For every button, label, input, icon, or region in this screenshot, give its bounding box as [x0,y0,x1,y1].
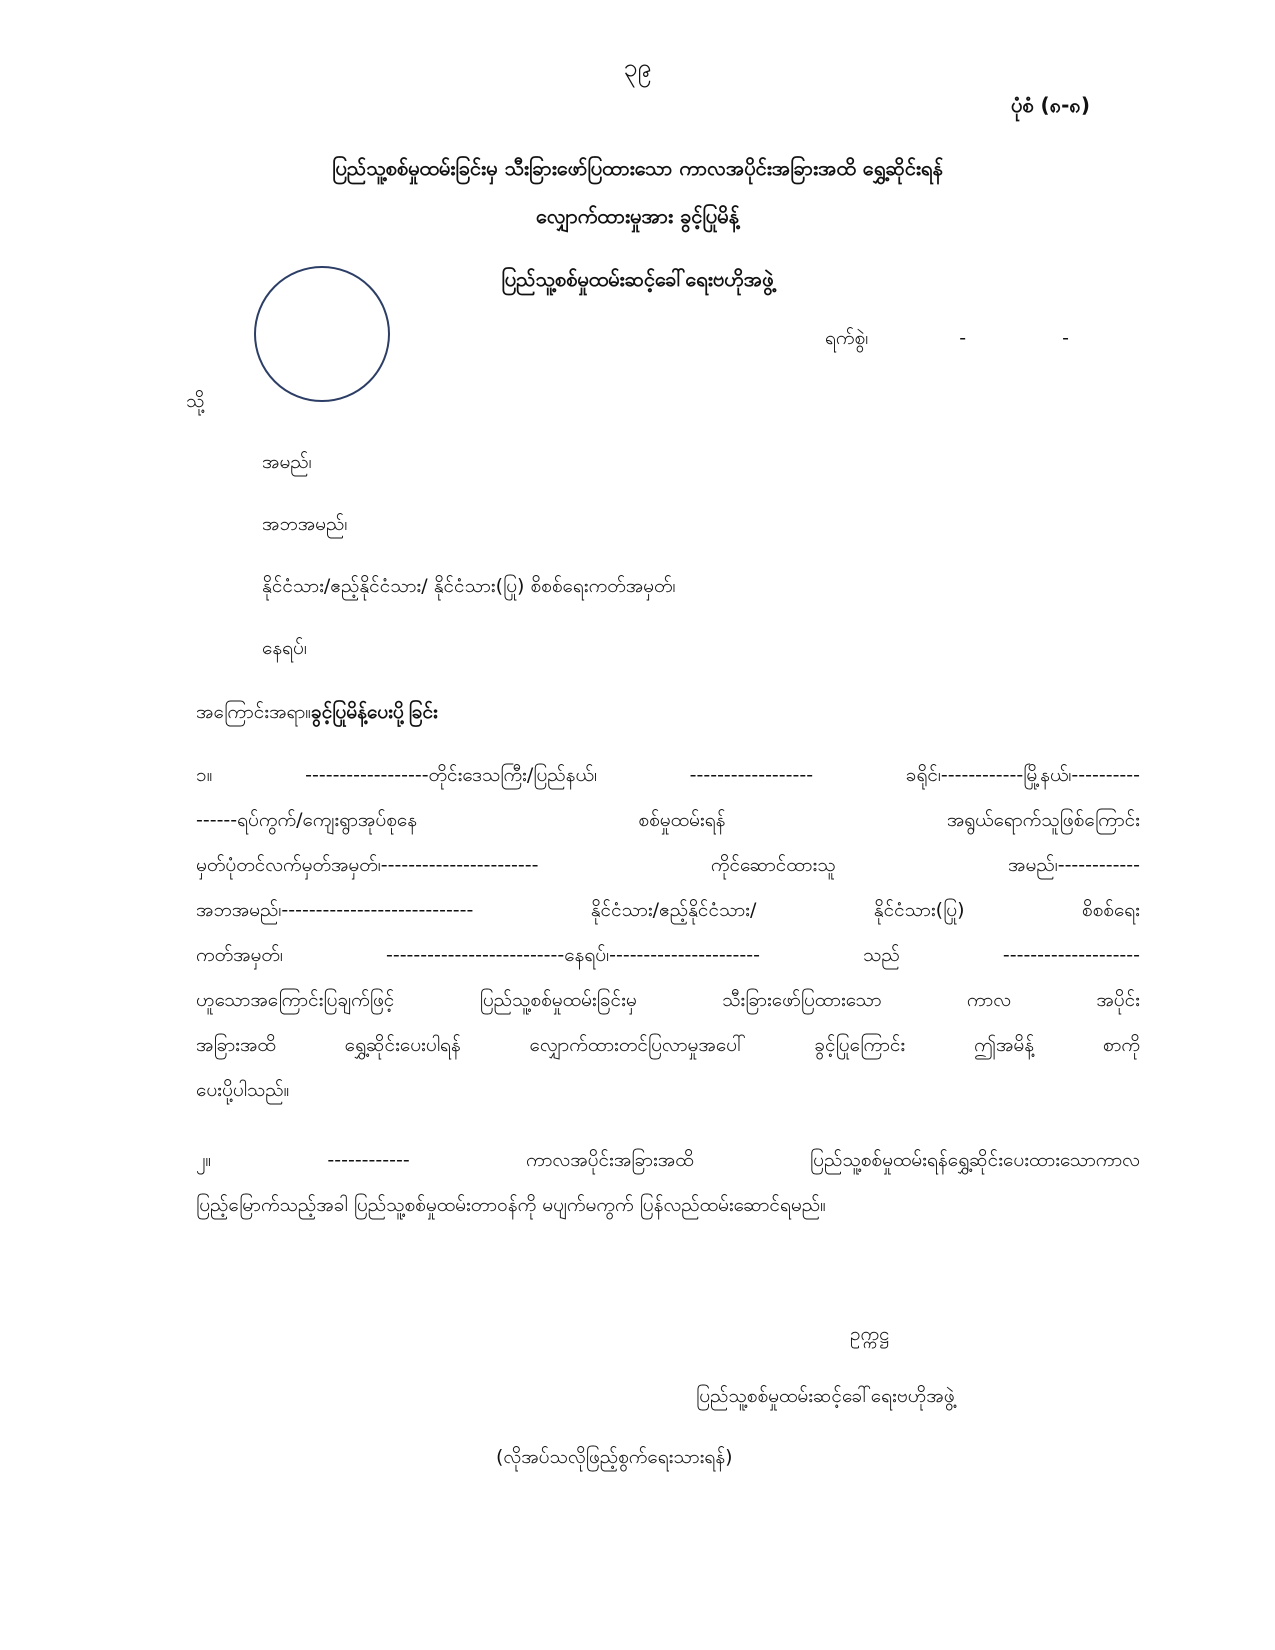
paragraph-1-line: အဘအမည်၊---------------------------- နိုင်ငံသား/ဧည့်နိုင်ငံသား/ နိုင်ငံသား(ပြု) စိစစ်ရေး [196,899,1140,921]
addressee-name-field: အမည်၊ [262,451,312,473]
paragraph-1-line: ၁။ ------------------တိုင်းဒေသကြီး/ပြည်နယ်၊ ------------------ ခရိုင်၊------------မြို့နယ်၊---------- [196,764,1140,786]
date-separator-2: - [1062,327,1070,349]
subject-value: ခွင့်ပြုမိန့်ပေးပို့ခြင်း [311,701,438,723]
seal-placeholder-circle [254,266,390,402]
signature-body: ပြည်သူ့စစ်မှုထမ်းဆင့်ခေါ်ရေးဗဟိုအဖွဲ့ [696,1385,955,1407]
paragraph-2-line: ၂။ ------------ ကာလအပိုင်းအခြားအထိ ပြည်သူ့စစ်မှုထမ်းရန်ရွှေ့ဆိုင်းပေးထားသောကာလ [196,1149,1140,1171]
date-label: ရက်စွဲ၊ [825,327,869,349]
addressee-id-card-field: နိုင်ငံသား/ဧည့်နိုင်ငံသား/ နိုင်ငံသား(ပြု) စိစစ်ရေးကတ်အမှတ်၊ [262,575,676,597]
paragraph-1-line: ပေးပို့ပါသည်။ [196,1079,290,1101]
paragraph-1-line: ဟူသောအကြောင်းပြချက်ဖြင့် ပြည်သူ့စစ်မှုထမ်းခြင်းမှ သီးခြားဖော်ပြထားသော ကာလ အပိုင်း [196,989,1140,1011]
addressee-father-name-field: အဘအမည်၊ [262,513,348,535]
paragraph-1-line: မှတ်ပုံတင်လက်မှတ်အမှတ်၊----------------------- ကိုင်ဆောင်ထားသူ အမည်၊------------ [196,854,1140,876]
issuing-body-title: ပြည်သူ့စစ်မှုထမ်းဆင့်ခေါ်ရေးဗဟိုအဖွဲ့ [501,267,774,291]
paragraph-1-line: ------ရပ်ကွက်/ကျေးရွာအုပ်စုနေ စစ်မှုထမ်းရန် အရွယ်ရောက်သူဖြစ်ကြောင်း [196,809,1140,831]
subject-label: အကြောင်းအရာ။ [196,701,312,723]
paragraph-1-line: အခြားအထိ ရွှေ့ဆိုင်းပေးပါရန် လျှောက်ထားတင်ပြလာမှုအပေါ် ခွင့်ပြုကြောင်း ဤအမိန့် စာကို [196,1034,1140,1056]
addressee-to-label: သို့ [186,390,205,412]
page-number: ၃၉ [623,53,652,82]
date-separator-1: - [959,327,967,349]
addressee-address-field: နေရပ်၊ [262,637,307,659]
title-line-2: လျှောက်ထားမှုအား ခွင့်ပြုမိန့် [536,204,739,228]
title-line-1: ပြည်သူ့စစ်မှုထမ်းခြင်းမှ သီးခြားဖော်ပြထားသော ကာလအပိုင်းအခြားအထိ ရွှေ့ဆိုင်းရန် [332,156,943,180]
paragraph-2-line: ပြည့်မြောက်သည့်အခါ ပြည်သူ့စစ်မှုထမ်းတာဝန်ကို မပျက်မကွက် ပြန်လည်ထမ်းဆောင်ရမည်။ [196,1194,826,1216]
dateline [825,326,1069,354]
form-number: ပုံစံ (၈-၈) [1010,93,1090,117]
subject-line [196,700,438,728]
signature-note: (လိုအပ်သလိုဖြည့်စွက်ရေးသားရန်) [496,1446,733,1468]
paragraph-1-line: ကတ်အမှတ်၊ --------------------------နေရပ်၊---------------------- သည် -------------------- [196,944,1140,966]
signature-title: ဥက္ကဋ္ဌ [850,1323,890,1345]
